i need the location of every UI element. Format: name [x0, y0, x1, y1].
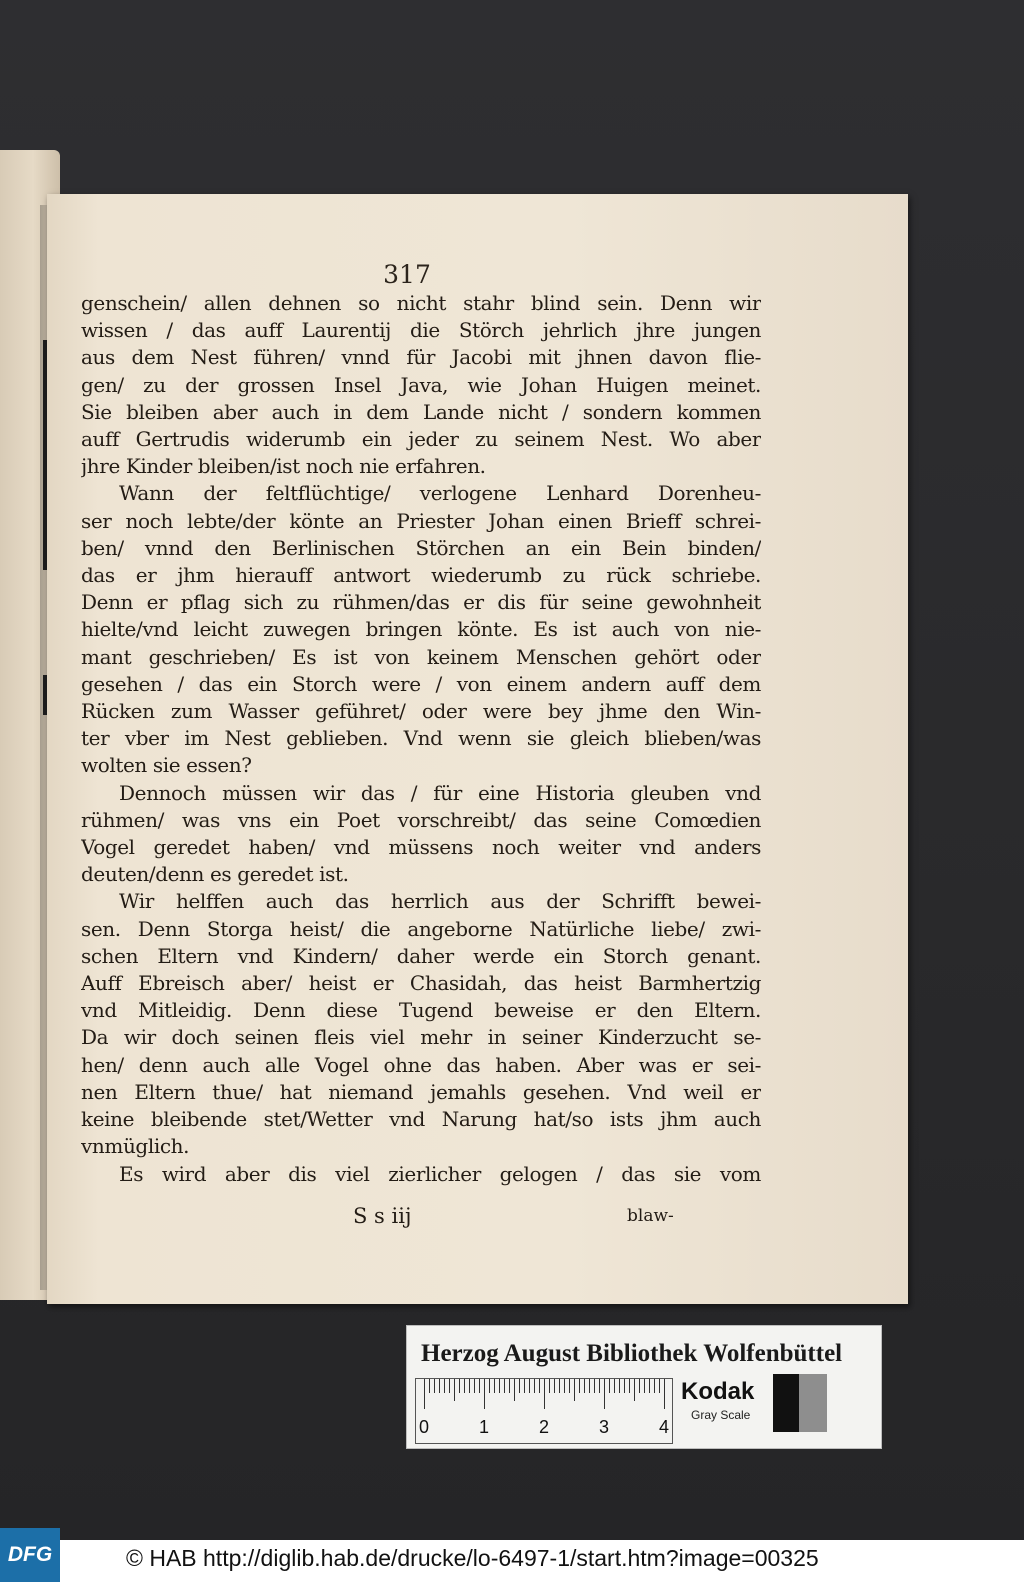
text-line: Wann der feltflüchtige/ verlogene Lenhard Dorenheu- [119, 481, 761, 506]
text-line: mant geschrieben/ Es ist von keinem Menschen gehört oder [81, 644, 761, 669]
ruler-tick [584, 1379, 585, 1393]
ruler-tick [514, 1379, 515, 1401]
ruler-tick [589, 1379, 590, 1393]
dfg-logo: DFG [0, 1528, 60, 1582]
ruler-tick [454, 1379, 455, 1401]
text-line: gesehen / das ein Storch were / von einem andern auff dem [81, 671, 761, 696]
ruler-tick [619, 1379, 620, 1393]
color-calibration-card [406, 1325, 882, 1449]
text-line: Auff Ebreisch aber/ heist er Chasidah, das heist Barmhertzig [81, 971, 761, 996]
ruler-tick [604, 1379, 605, 1409]
ruler-tick [659, 1379, 660, 1393]
ruler-tick [509, 1379, 510, 1393]
text-line: ter vber im Nest geblieben. Vnd wenn sie gleich blieben/was [81, 726, 761, 751]
text-line: jhre Kinder bleiben/ist noch nie erfahren. [81, 454, 486, 479]
text-line: gen/ zu der grossen Insel Java, wie Johan Huigen meinet. [81, 372, 761, 397]
ruler-tick [464, 1379, 465, 1393]
ruler-tick [539, 1379, 540, 1393]
text-line: genschein/ allen dehnen so nicht stahr blind sein. Denn wir [81, 291, 761, 315]
text-line: ser noch lebte/der könte an Priester Johan einen Brieff schrei- [81, 508, 761, 533]
ruler-tick [524, 1379, 525, 1393]
ruler-tick [489, 1379, 490, 1393]
ruler-label: 0 [418, 1417, 429, 1437]
library-name: Herzog August Bibliothek Wolfenbüttel [421, 1340, 843, 1367]
margin-rule [43, 675, 47, 715]
ruler-tick [444, 1379, 445, 1393]
copyright-link[interactable]: © HAB http://diglib.hab.de/drucke/lo-6497-1/start.htm?image=00325 [126, 1545, 819, 1571]
ruler-tick [499, 1379, 500, 1393]
gray-swatch-mid [799, 1374, 827, 1432]
text-line: Vogel geredet haben/ vnd müssens noch weiter vnd anders [81, 835, 761, 860]
text-line: sen. Denn Storga heist/ die angeborne Natürliche liebe/ zwi- [81, 916, 761, 941]
ruler-tick [614, 1379, 615, 1393]
text-line: vnmüglich. [81, 1134, 190, 1159]
ruler-tick [439, 1379, 440, 1393]
ruler-tick [484, 1379, 485, 1409]
text-line: Denn er pflag sich zu rühmen/das er dis für seine gewohnheit [81, 590, 761, 615]
gray-scale-label: Gray Scale [691, 1408, 751, 1422]
text-line: deuten/denn es geredet ist. [81, 862, 349, 887]
margin-rule [43, 340, 47, 570]
page-text [81, 290, 761, 1188]
ruler-tick [519, 1379, 520, 1393]
book-page [47, 194, 908, 1304]
ruler-tick [534, 1379, 535, 1393]
text-line: Wir helffen auch das herrlich aus der Schrifft bewei- [119, 889, 761, 914]
ruler-label: 2 [538, 1417, 549, 1437]
text-line: wolten sie essen? [81, 753, 252, 778]
ruler-tick [634, 1379, 635, 1401]
ruler-tick [654, 1379, 655, 1393]
ruler-tick [574, 1379, 575, 1401]
ruler-tick [649, 1379, 650, 1393]
ruler-tick [579, 1379, 580, 1393]
ruler-tick [544, 1379, 545, 1409]
ruler-tick [549, 1379, 550, 1393]
ruler-label: 4 [658, 1417, 669, 1437]
ruler-tick [644, 1379, 645, 1393]
text-line: wissen / das auff Laurentij die Störch jehrlich jhre jungen [81, 318, 761, 343]
text-line: rühmen/ was vns ein Poet vorschreibt/ das seine Comœdien [81, 807, 761, 832]
ruler-tick [559, 1379, 560, 1393]
ruler-label: 1 [478, 1417, 489, 1437]
text-line: schen Eltern vnd Kindern/ daher werde ein Storch genant. [81, 943, 761, 968]
kodak-logo: Kodak [681, 1378, 755, 1405]
text-line: keine bleibende stet/Wetter vnd Narung hat/so ists jhm auch [81, 1107, 761, 1132]
text-line: nen Eltern thue/ hat niemand jemahls gesehen. Vnd weil er [81, 1079, 761, 1104]
ruler-tick [459, 1379, 460, 1393]
ruler-tick [469, 1379, 470, 1393]
ruler-tick [554, 1379, 555, 1393]
text-line: hielte/vnd leicht zuwegen bringen könte. Es ist auch von nie- [81, 617, 761, 642]
ruler-tick [664, 1379, 665, 1409]
ruler-tick [504, 1379, 505, 1393]
ruler-tick [529, 1379, 530, 1393]
ruler-tick [474, 1379, 475, 1393]
text-line: das er jhm hierauff antwort wiederumb zu rück schriebe. [81, 563, 761, 588]
text-line: aus dem Nest führen/ vnnd für Jacobi mit jhnen davon flie- [81, 345, 761, 370]
ruler-tick [609, 1379, 610, 1393]
ruler-tick [479, 1379, 480, 1393]
catchword: blaw- [627, 1206, 674, 1226]
page-number: 317 [383, 260, 431, 289]
text-line: Dennoch müssen wir das / für eine Historia gleuben vnd [119, 780, 761, 805]
text-line: ben/ vnnd den Berlinischen Störchen an ein Bein binden/ [81, 535, 761, 560]
gray-swatch-dark [773, 1374, 799, 1432]
signature-mark: S s iij [353, 1204, 412, 1228]
measurement-ruler [415, 1378, 673, 1444]
text-line: Es wird aber dis viel zierlicher gelogen / das sie vom [119, 1161, 761, 1186]
text-line: auff Gertrudis widerumb ein jeder zu seinem Nest. Wo aber [81, 427, 761, 452]
ruler-tick [569, 1379, 570, 1393]
ruler-tick [624, 1379, 625, 1393]
ruler-tick [594, 1379, 595, 1393]
text-line: Sie bleiben aber auch in dem Lande nicht / sondern kommen [81, 399, 761, 424]
text-line: vnd Mitleidig. Denn diese Tugend beweise er den Eltern. [81, 998, 761, 1023]
ruler-label: 3 [598, 1417, 609, 1437]
text-line: Rücken zum Wasser geführet/ oder were bey jhme den Win- [81, 699, 761, 724]
ruler-tick [639, 1379, 640, 1393]
text-line: hen/ denn auch alle Vogel ohne das haben. Aber was er sei- [81, 1052, 761, 1077]
text-line: Da wir doch seinen fleis viel mehr in seiner Kinderzucht se- [81, 1025, 761, 1050]
ruler-tick [629, 1379, 630, 1393]
ruler-tick [449, 1379, 450, 1393]
ruler-tick [424, 1379, 425, 1409]
ruler-tick [434, 1379, 435, 1393]
ruler-tick [599, 1379, 600, 1393]
ruler-tick [494, 1379, 495, 1393]
ruler-tick [564, 1379, 565, 1393]
ruler-tick [429, 1379, 430, 1393]
